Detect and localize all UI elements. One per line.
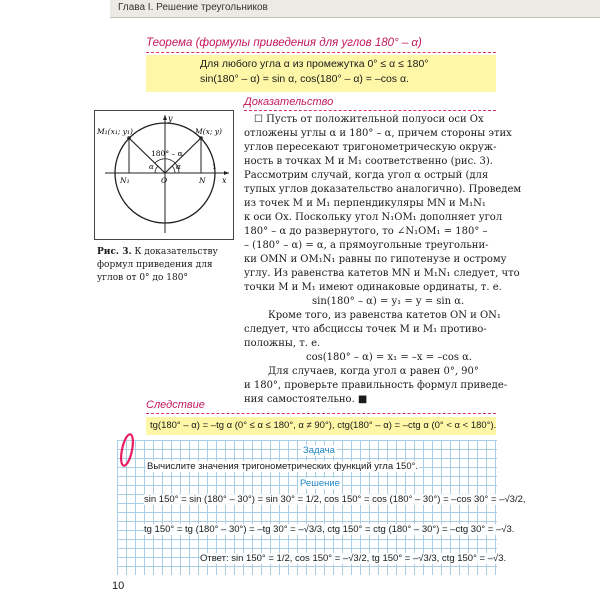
- x-axis-label: x: [222, 176, 227, 185]
- angle-arc-alpha: [172, 166, 175, 173]
- theorem-statement-line1: Для любого угла α из промежутка 0° ≤ α ≤ 180°: [200, 58, 429, 70]
- chapter-title: Глава I. Решение треугольников: [118, 2, 268, 13]
- theorem-underline: [146, 52, 496, 53]
- figure-caption: [97, 246, 233, 285]
- proof-line: Кроме того, из равенства катетов ON и ON₁: [268, 310, 501, 321]
- point-m1: [127, 136, 131, 140]
- proof-line: тупых углов доказательство аналогично). Проведем: [244, 184, 522, 195]
- proof-line: ☐ Пусть от положительной полуоси оси Ox: [254, 114, 484, 125]
- corollary-text: tg(180° – α) = –tg α (0° ≤ α ≤ 180°, α ≠ 90°), ctg(180° – α) = –ctg α (0° < α < 180°).: [150, 420, 497, 431]
- proof-line: и 180°, проверьте правильность формул приведе-: [244, 380, 508, 391]
- solution-line-1: sin 150° = sin (180° – 30°) = sin 30° = 1/2, cos 150° = cos (180° – 30°) = –cos 30° = –√3/2,: [144, 494, 526, 505]
- proof-line: – (180° – α) = α, а прямоугольные треугольни-: [244, 240, 489, 251]
- proof-title: Доказательство: [244, 96, 334, 108]
- task-text: Вычислите значения тригонометрических функций угла 150°.: [147, 461, 419, 472]
- proof-line: углу. Из равенства катетов MN и M₁N₁ следует, что: [244, 268, 520, 279]
- page-number: 10: [112, 580, 125, 592]
- solution-line-2: tg 150° = tg (180° – 30°) = –tg 30° = –√3/3, ctg 150° = ctg (180° – 30°) = –ctg 30° = –√3.: [144, 524, 515, 535]
- y-axis-label: y: [168, 114, 173, 123]
- pink-zero-mark-icon: [116, 428, 138, 478]
- point-m: [199, 136, 203, 140]
- theorem-statement-line2: sin(180° – α) = sin α, cos(180° – α) = –cos α.: [200, 73, 409, 85]
- theorem-title: Теорема (формулы приведения для углов 180° – α): [146, 37, 422, 49]
- figure-caption-text: К доказательству формул приведения для углов от 0° до 180°: [97, 247, 218, 283]
- unit-label: 1: [212, 163, 217, 171]
- corollary-underline: [146, 413, 496, 414]
- y-axis-arrow-icon: [163, 115, 167, 120]
- x-axis-arrow-icon: [224, 171, 229, 175]
- m-label: M(x; y): [195, 127, 222, 136]
- proof-line: положны, т. е.: [244, 338, 321, 349]
- proof-underline: [244, 110, 496, 111]
- angle-label: 180° – α: [151, 149, 183, 158]
- n-label: N: [199, 176, 206, 185]
- m1-label: M₁(x₁; y₁): [97, 127, 133, 136]
- solution-label: Решение: [300, 478, 340, 489]
- answer-line: Ответ: sin 150° = 1/2, cos 150° = –√3/2, tg 150° = –√3/3, ctg 150° = –√3.: [200, 553, 507, 564]
- proof-line: ния самостоятельно. ■: [244, 394, 368, 405]
- proof-line: 180° – α до развернутого, то ∠N₁OM₁ = 180° –: [244, 226, 488, 237]
- corollary-title: Следствие: [146, 399, 205, 411]
- proof-line: Для случаев, когда угол α равен 0°, 90°: [268, 366, 479, 377]
- proof-line: отложены углы α и 180° – α, причем стороны этих: [244, 128, 512, 139]
- o-label: O: [161, 176, 168, 185]
- alpha-label-right: α: [176, 163, 181, 171]
- unit-circle-figure: [94, 110, 234, 240]
- angle-arc-alpha-left: [155, 166, 158, 173]
- chapter-header: [0, 0, 600, 18]
- proof-line: ки OMN и OM₁N₁ равны по гипотенузе и острому: [244, 254, 507, 265]
- unit-circle-diagram: [95, 111, 233, 239]
- proof-line: точки M и M₁ имеют одинаковые ординаты, т. е.: [244, 282, 502, 293]
- figure-number: Рис. 3.: [97, 247, 132, 257]
- alpha-label-left: α: [149, 163, 154, 171]
- proof-line: углов пересекают тригонометрическую окруж-: [244, 142, 497, 153]
- proof-line: Рассмотрим случай, когда угол α острый (для: [244, 170, 489, 181]
- proof-line: ность в точках M и M₁ соответственно (рис. 3).: [244, 156, 493, 167]
- proof-line: к оси Ox. Поскольку угол N₁OM₁ дополняет угол: [244, 212, 503, 223]
- task-label: Задача: [303, 445, 335, 456]
- n1-label: N₁: [120, 176, 130, 185]
- proof-formula-cos: cos(180° – α) = x₁ = –x = –cos α.: [306, 352, 473, 363]
- proof-formula-sin: sin(180° – α) = y₁ = y = sin α.: [312, 296, 465, 307]
- proof-line: следует, что абсциссы точек M и M₁ противо-: [244, 324, 487, 335]
- proof-line: из точек M и M₁ перпендикуляры MN и M₁N₁: [244, 198, 486, 209]
